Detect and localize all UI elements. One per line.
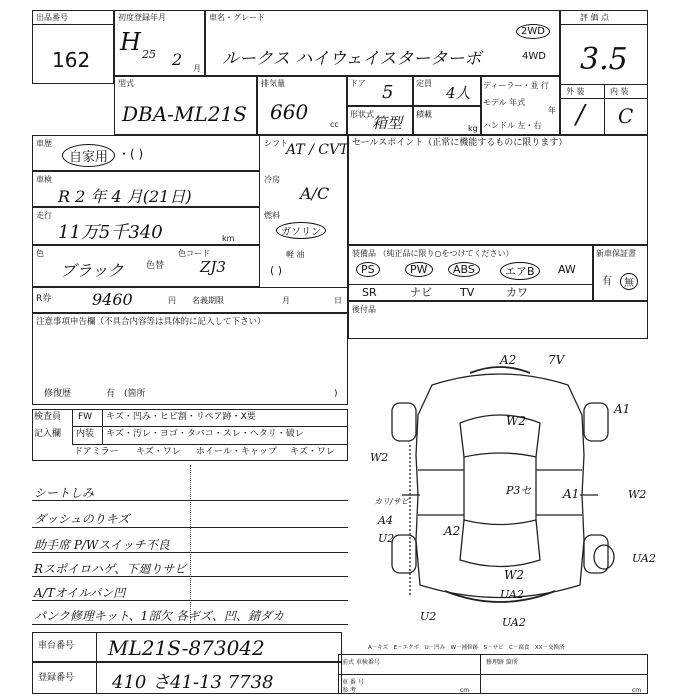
mark-ua2-low: UA2	[500, 588, 524, 601]
score-divider	[560, 24, 648, 25]
registration-value: 410 さ41-13 7738	[112, 672, 274, 693]
inspection: R 2 年 4 月(21日)	[58, 187, 192, 206]
first-reg-era: H	[120, 28, 141, 56]
first-reg-month: 2	[172, 50, 183, 69]
color-code: ZJ3	[200, 258, 226, 276]
mark-a2-lower: A2	[444, 524, 461, 538]
model-grade: ルークス ハイウェイスターターボ	[222, 49, 482, 69]
mark-a4: A4	[378, 514, 393, 527]
insp-row1	[72, 426, 348, 427]
note-1: シートしみ	[34, 486, 95, 500]
color-change-label: 色替	[146, 261, 165, 271]
aftermarket-label: 後付品	[352, 305, 376, 314]
repair-has: 有	[106, 389, 116, 399]
registration-label: 登録番号	[38, 673, 75, 683]
score: 3.5	[580, 42, 628, 77]
lot-divider	[32, 24, 114, 25]
recycle: 9460	[92, 290, 133, 309]
body-label: 形状式	[350, 110, 374, 119]
title-day: 日	[334, 296, 342, 305]
dealer-label: ディーラー・並 行	[483, 81, 549, 90]
selling-points-box	[348, 135, 648, 245]
equip-aw: AW	[558, 263, 576, 276]
bottom-orig: 前式 車検番号	[342, 659, 380, 666]
bottom-cm-2: cm	[632, 687, 642, 694]
equip-abs: ABS	[448, 262, 480, 277]
insp-row2	[72, 444, 348, 445]
interior-label: 内 装	[610, 87, 629, 96]
first-reg-year: 25	[142, 48, 156, 61]
lot-no: 162	[52, 48, 91, 72]
chassis-value: ML21S-873042	[108, 636, 265, 660]
mirror-label: ドアミラー	[74, 447, 119, 457]
mark-ua2-right: UA2	[632, 552, 656, 565]
mark-u2-low: U2	[420, 610, 437, 623]
mark-w2-low: W2	[504, 568, 524, 582]
equip-tv: TV	[460, 286, 475, 299]
lot-no-label: 出品番号	[36, 13, 68, 22]
title-label: 名義期限	[192, 296, 224, 305]
interior-score: C	[618, 104, 634, 128]
repair-label: 修復歴	[44, 389, 72, 399]
wheel-items: キズ・ワレ	[290, 447, 335, 457]
note-line-6	[32, 624, 348, 625]
score-label: 評 価 点	[580, 13, 610, 22]
fuel-paren: ( )	[270, 264, 283, 277]
displacement-label: 排気量	[261, 79, 285, 88]
km-unit: km	[222, 234, 235, 243]
equip-airbag: エアB	[500, 262, 540, 280]
mark-a1-mid: A1	[563, 487, 580, 501]
inspector-label-1: 検査員	[34, 412, 62, 422]
light-oil: 軽 油	[286, 250, 305, 259]
equip-pw: PW	[405, 262, 433, 277]
note-5: A/Tオイルパン凹	[34, 586, 126, 600]
shift: AT / CVT	[286, 142, 349, 158]
equip-leather: カワ	[506, 286, 528, 299]
usage-paren: ・( )	[118, 147, 144, 161]
handle-label: ハンドル 左・右	[483, 121, 542, 130]
note-2: ダッシュのりキズ	[34, 512, 130, 526]
recycle-box	[32, 287, 348, 313]
doors: 5	[382, 82, 394, 103]
equipment-label: 装備品 （純正品に限り○をつけてください）	[352, 249, 514, 258]
mark-a1-tr: A1	[614, 402, 631, 416]
load-label: 積載	[416, 110, 432, 119]
bottom-cm-1: cm	[460, 687, 470, 694]
mark-u2-left: U2	[378, 532, 395, 545]
color-code-label: 色コード	[178, 249, 210, 258]
fuel: ガソリン	[276, 222, 326, 239]
mark-w2-left: W2	[370, 451, 389, 464]
wheel-label: ホイール・キャップ	[196, 447, 277, 457]
usage-label: 車歴	[36, 139, 52, 148]
drive-2wd: 2WD	[516, 24, 550, 39]
year-unit: 年	[548, 106, 556, 115]
repair-close: )	[334, 389, 338, 399]
fuel-label: 燃料	[264, 211, 280, 220]
br-row	[338, 674, 648, 675]
equip-ps: PS	[356, 262, 380, 277]
bottom-fix: 修理跡 箇所	[486, 659, 518, 666]
capacity: 4人	[446, 84, 471, 102]
warranty-yes: 有	[602, 276, 612, 287]
displacement: 660	[270, 100, 309, 124]
mark-sabi: カリ/サビ	[374, 497, 409, 506]
shift-label: シフト	[264, 139, 288, 148]
selling-points-label: セールスポイント（正常に機能するものに限ります）	[352, 138, 568, 148]
ac-label: 冷房	[264, 175, 280, 184]
ac: A/C	[300, 184, 330, 203]
repair-place: (箇所	[124, 389, 146, 399]
first-reg-label: 初度登録年月	[118, 13, 166, 22]
color-label: 色	[36, 249, 44, 258]
month-unit: 月	[193, 64, 201, 73]
br-split	[480, 654, 481, 694]
note-6: パンク修理キット、1部欠 各ギズ、凹、錆ダカ	[34, 609, 285, 623]
aftermarket-box	[348, 301, 648, 339]
equip-navi: ナビ	[410, 286, 432, 299]
exterior-label: 外 装	[566, 87, 585, 96]
score-split	[604, 84, 605, 135]
bottom-b: 参 考	[342, 687, 356, 694]
interior-label-row: 内装	[76, 429, 95, 439]
interior-items: キズ・汚レ・ヨゴ・タバコ・スレ・ヘタリ・破レ	[106, 429, 304, 439]
note-3: 助手席 P/Wスイッチ不良	[34, 538, 170, 552]
chassis-label: 車台番号	[38, 641, 75, 651]
color: ブラック	[60, 261, 124, 280]
drive-4wd: 4WD	[522, 51, 546, 62]
warranty-label: 新車保証書	[596, 249, 636, 258]
exterior-score: /	[576, 100, 585, 130]
mark-pause: P3セ	[506, 484, 532, 497]
model-grade-label: 車名・グレード	[209, 13, 265, 22]
warranty-no: 無	[620, 273, 638, 290]
notes-header: 注意事項申告欄（不具合内容等は具体的に記入して下さい）	[36, 317, 266, 327]
note-4: Rスポイロハゲ、下廻りサビ	[34, 562, 187, 576]
note-line-2	[32, 527, 348, 528]
yen-unit: 円	[168, 296, 176, 305]
mileage-label: 走行	[36, 211, 52, 220]
door-label: ドア	[350, 79, 366, 88]
mark-ua2-bottom: UA2	[502, 616, 526, 629]
title-month: 月	[282, 296, 290, 305]
body: 箱型	[372, 114, 403, 132]
equip-row-line	[348, 284, 593, 285]
type-label: 型式	[118, 79, 134, 88]
fw-label: FW	[78, 412, 93, 422]
inspection-label: 車検	[36, 175, 52, 184]
mirror-items: キズ・ワレ	[136, 447, 181, 457]
cc-unit: cc	[330, 120, 339, 129]
mark-w-arrow: W2	[628, 488, 647, 501]
type: DBA-ML21S	[122, 102, 247, 126]
notes-guide	[190, 465, 191, 625]
mark-a2-top: A2	[500, 353, 517, 367]
mileage: 11万5千340	[58, 222, 163, 243]
equip-sr: SR	[362, 286, 377, 299]
usage: 自家用	[62, 144, 115, 167]
kg-unit: kg	[468, 124, 478, 133]
inspector-label-2: 記入欄	[34, 429, 62, 439]
damage-legend: A－キズ E－エクボ U－凹み W－補修跡 S－サビ C－腐食 XX－交換済	[368, 645, 565, 651]
model-year-label: モデル 年式	[483, 98, 526, 107]
mark-w2-top: W2	[506, 414, 526, 428]
mark-7v: 7V	[548, 353, 565, 367]
recycle-label: R券	[36, 294, 52, 304]
capacity-label: 定員	[416, 79, 432, 88]
fw-items: キズ・凹み・ヒビ割・リペア跡・X要	[106, 412, 256, 422]
bottom-a: 車 番 号	[342, 679, 364, 686]
